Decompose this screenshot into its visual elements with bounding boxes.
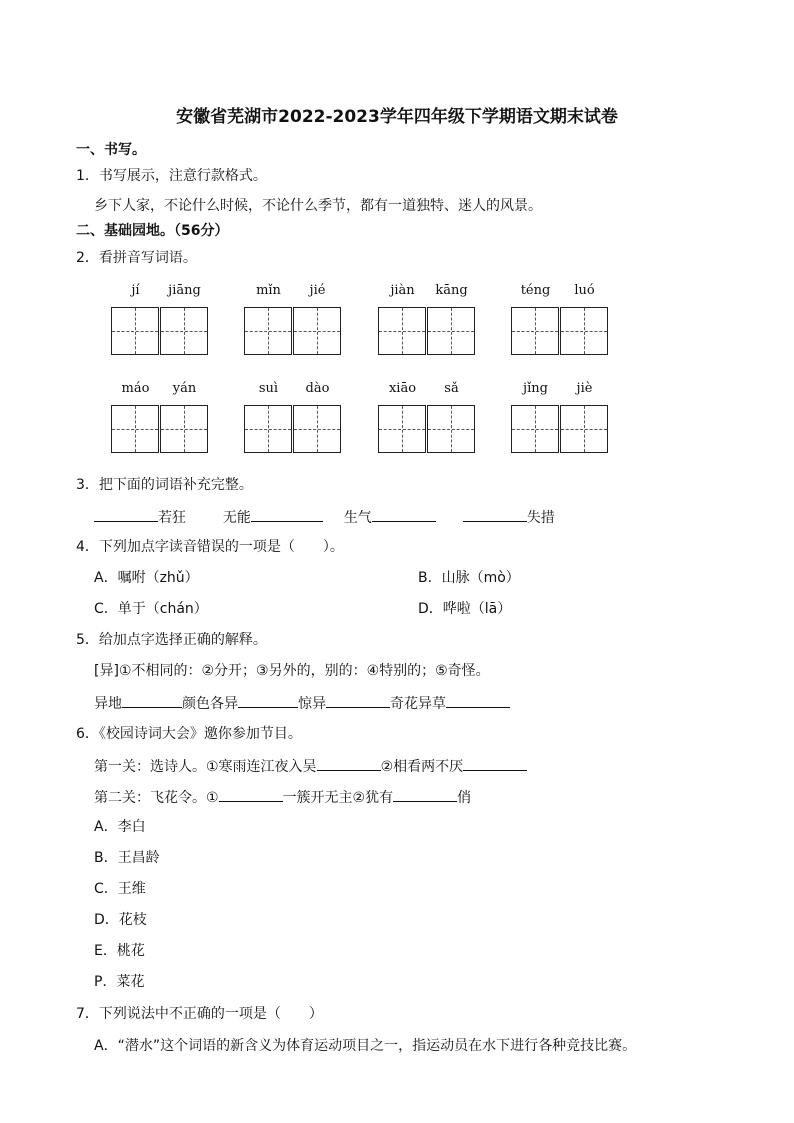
writing-grid-box[interactable]: [160, 307, 208, 355]
pinyin-syllable: jiè: [576, 381, 593, 396]
pinyin-syllable: sǎ: [444, 381, 459, 396]
fill-blank[interactable]: [251, 507, 323, 522]
section-heading-basics: 二、基础园地。（56分）: [76, 223, 229, 239]
pinyin-syllable: jiàn: [390, 283, 415, 298]
question-4-option-d[interactable]: D．哗啦（lā）: [418, 601, 512, 617]
writing-grid-box[interactable]: [293, 307, 341, 355]
page-title: 安徽省芜湖市2022-2023学年四年级下学期语文期末试卷: [176, 107, 618, 127]
writing-grid-box[interactable]: [293, 405, 341, 453]
fill-blank[interactable]: [122, 693, 182, 708]
writing-grid-box[interactable]: [160, 405, 208, 453]
fill-blank[interactable]: [219, 787, 283, 802]
writing-grid-box[interactable]: [511, 405, 559, 453]
pinyin-syllable: suì: [258, 381, 279, 396]
question-4-option-c[interactable]: C．单于（chán）: [94, 601, 208, 617]
question-6-option[interactable]: E．桃花: [94, 943, 145, 959]
writing-grid-box[interactable]: [111, 307, 159, 355]
writing-grid-box[interactable]: [560, 307, 608, 355]
question-6-option[interactable]: C．王维: [94, 881, 146, 897]
writing-grid-box[interactable]: [378, 405, 426, 453]
question-1-stem: 1．书写展示，注意行款格式。: [76, 168, 267, 184]
writing-grid-box[interactable]: [511, 307, 559, 355]
idiom-part: 生气: [343, 510, 372, 526]
fill-blank[interactable]: [238, 693, 298, 708]
question-4-option-a[interactable]: A．嘱咐（zhǔ）: [94, 570, 199, 586]
question-6-level-2: [94, 787, 471, 807]
pinyin-syllable: jǐng: [523, 381, 548, 396]
idiom-part: 失措: [526, 510, 555, 526]
word: 异地: [94, 696, 122, 712]
word: 奇花异草: [390, 696, 446, 712]
question-6-option[interactable]: D．花枝: [94, 912, 147, 928]
fill-blank[interactable]: [372, 507, 436, 522]
question-5-meanings: [异]①不相同的：②分开；③另外的，别的：④特别的；⑤奇怪。: [94, 663, 490, 679]
question-1-text: 乡下人家，不论什么时候，不论什么季节，都有一道独特、迷人的风景。: [94, 198, 542, 214]
question-6-option[interactable]: P．菜花: [94, 974, 145, 990]
question-6-stem: 6．《校园诗词大会》邀你参加节目。: [76, 726, 302, 742]
fill-blank[interactable]: [94, 507, 158, 522]
question-2-stem: 2．看拼音写词语。: [76, 250, 197, 266]
question-6-level-1: [94, 756, 527, 776]
pinyin-syllable: kāng: [435, 283, 468, 298]
question-7-option-a[interactable]: A．“潜水”这个词语的新含义为体育运动项目之一，指运动员在水下进行各种竞技比赛。: [94, 1038, 637, 1054]
level-2-text: 第二关：飞花令。①: [94, 790, 219, 806]
question-6-option[interactable]: A．李白: [94, 819, 146, 835]
writing-grid-box[interactable]: [244, 405, 292, 453]
level-1-text: 第一关：选诗人。①寒雨连江夜入吴: [94, 759, 317, 775]
writing-grid-box[interactable]: [244, 307, 292, 355]
question-5-stem: 5．给加点字选择正确的解释。: [76, 632, 267, 648]
word: 颜色各异: [182, 696, 238, 712]
question-5-words: [94, 693, 510, 713]
fill-blank[interactable]: [317, 756, 381, 771]
pinyin-syllable: máo: [121, 381, 150, 396]
question-4-option-b[interactable]: B．山脉（mò）: [418, 570, 520, 586]
pinyin-syllable: jiāng: [168, 283, 201, 298]
question-3-words: [94, 507, 555, 527]
writing-grid-box[interactable]: [427, 405, 475, 453]
fill-blank[interactable]: [463, 756, 527, 771]
question-4-stem: 4．下列加点字读音错误的一项是（ ）。: [76, 539, 344, 555]
question-7-stem: 7．下列说法中不正确的一项是（ ）: [76, 1006, 323, 1022]
pinyin-syllable: téng: [520, 283, 551, 298]
level-1-text: ②相看两不厌: [380, 759, 464, 775]
pinyin-syllable: jié: [309, 283, 326, 298]
fill-blank[interactable]: [393, 787, 457, 802]
question-6-option[interactable]: B．王昌龄: [94, 850, 160, 866]
pinyin-syllable: dào: [305, 381, 330, 396]
pinyin-syllable: jí: [131, 283, 140, 298]
fill-blank[interactable]: [463, 507, 527, 522]
level-2-text: 一簇开无主②犹有: [282, 790, 394, 806]
question-3-stem: 3．把下面的词语补充完整。: [76, 477, 253, 493]
writing-grid-box[interactable]: [560, 405, 608, 453]
pinyin-syllable: yán: [172, 381, 197, 396]
idiom-part: 若狂: [158, 510, 186, 526]
writing-grid-box[interactable]: [427, 307, 475, 355]
writing-grid-box[interactable]: [378, 307, 426, 355]
word: 惊异: [298, 696, 326, 712]
fill-blank[interactable]: [446, 693, 510, 708]
idiom-part: 无能: [222, 510, 251, 526]
pinyin-syllable: mǐn: [256, 283, 281, 298]
section-heading-writing: 一、书写。: [76, 142, 146, 158]
writing-grid-box[interactable]: [111, 405, 159, 453]
pinyin-syllable: xiāo: [388, 381, 417, 396]
pinyin-syllable: luó: [574, 283, 595, 298]
fill-blank[interactable]: [326, 693, 390, 708]
level-2-text: 俏: [457, 790, 472, 806]
